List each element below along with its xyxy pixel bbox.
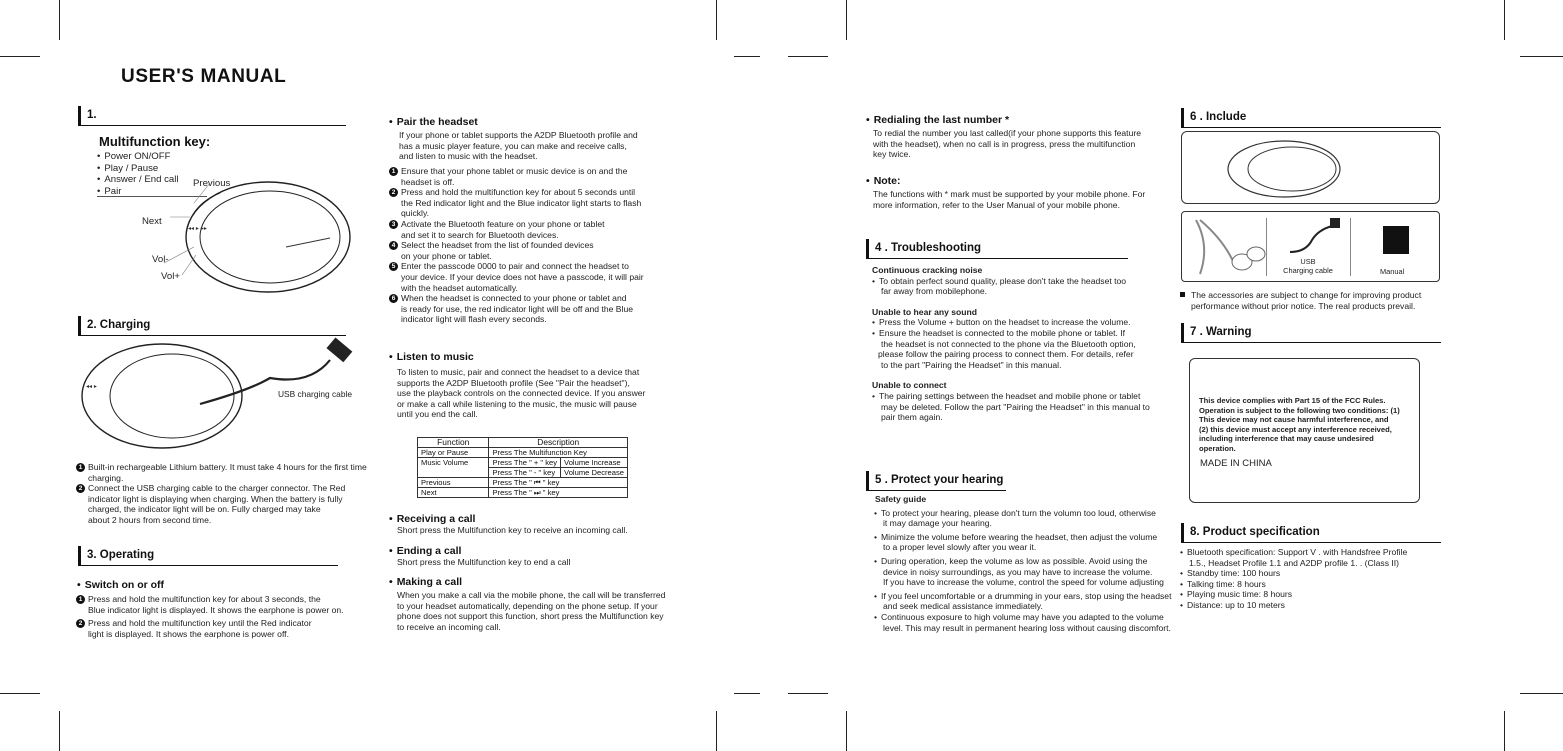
crop-mark <box>0 693 40 694</box>
label-vol-minus: Vol- <box>152 254 169 265</box>
crop-mark <box>1504 0 1505 40</box>
crop-mark <box>716 711 717 751</box>
crop-mark <box>846 0 847 40</box>
receiving-heading: • Receiving a call <box>389 513 475 525</box>
crop-mark <box>59 0 60 40</box>
svg-text:◂◂ ▸ ▸▸: ◂◂ ▸ ▸▸ <box>188 225 207 232</box>
headset-photo-box <box>1181 131 1440 204</box>
crop-mark <box>0 56 40 57</box>
troubleshooting-list: Continuous cracking noise • To obtain perfect sound quality, please don't take the headset too far away from mobilephone. Unable to hear any sound • Press the Volume + button on the headset to increase the volume. • Ensure the headset is connected to the mobile phone or tablet. If the headset is not connected to the phone via the Bluetooth option, please follow the pairing process to connect them. For details, refer to the part "Pairing the Headset" in this manual. Unable to connect • The pairing settings between the headset and mobile phone or tablet may be deleted. Follow the part "Pairing the Headset" in this manual to pair them again. <box>872 265 1150 423</box>
note-text: The functions with * mark must be supported by your mobile phone. For more information, refer to the User Manual of your mobile phone. <box>873 189 1146 210</box>
table-row: Press The " - " key Volume Decrease <box>418 468 628 478</box>
list-item: • Power ON/OFF <box>97 151 178 163</box>
redial-text: To redial the number you last called(if your phone supports this feature with the headset), when no call is in progress, press the multifunction key twice. <box>873 128 1141 160</box>
music-text: To listen to music, pair and connect the headset to a device that supports the A2DP Bluetooth profile (See "Pair the headset"), use the playback controls on the connected device. If you answer or make a call while listening to the music, the music will pause until you end the call. <box>397 367 646 420</box>
accessories-note: The accessories are subject to change for improving product performance without prior notice. The real products prevail. <box>1180 290 1421 311</box>
crop-mark <box>734 693 760 694</box>
spec-list: • Bluetooth specification: Support V . with Handsfree Profile 1.5., Headset Profile 1.1 and A2DP profile 1. . (Class II) • Standby time: 100 hours • Talking time: 8 hours • Playing music time: 8 hours • Distance: up to 10 meters <box>1180 547 1407 611</box>
earphones-photo <box>1190 216 1266 278</box>
ending-text: Short press the Multifunction key to end a call <box>397 557 571 567</box>
crop-mark <box>734 56 760 57</box>
section-8-header: 8. Product specification <box>1181 523 1441 543</box>
section-7-header: 7 . Warning <box>1181 323 1441 343</box>
note-heading: • Note: <box>866 175 901 187</box>
headset-illustration <box>150 175 350 295</box>
crop-mark <box>716 0 717 40</box>
crop-mark <box>59 711 60 751</box>
list-item: • Play / Pause <box>97 163 178 175</box>
manual-photo <box>1383 226 1409 254</box>
table-row: Previous Press The " ⏮ " key <box>418 478 628 488</box>
section-6-header: 6 . Include <box>1181 108 1441 128</box>
ending-heading: • Ending a call <box>389 545 461 557</box>
crop-mark <box>1520 56 1563 57</box>
list-item: • Pair <box>97 186 178 198</box>
crop-mark <box>846 711 847 751</box>
crop-mark <box>788 56 828 57</box>
pair-heading: • Pair the headset <box>389 116 478 128</box>
label-next: Next <box>142 216 162 227</box>
section-2-header: 2. Charging <box>78 316 346 336</box>
charging-steps: 1 Built-in rechargeable Lithium battery. It must take 4 hours for the first time charging. 2 Connect the USB charging cable to the charger connector. The Red indicator light is displaying when charging. When the battery is fully charged, the indicator light will be on. Fully charged may take about 2 hours from second time. <box>76 462 367 526</box>
divider <box>1350 218 1351 276</box>
accessories-box <box>1181 211 1440 282</box>
table-row: Play or Pause Press The Multifunction Key <box>418 448 628 458</box>
table-header: Function <box>418 438 489 448</box>
pair-intro: If your phone or tablet supports the A2DP Bluetooth profile and has a music player feature, you can make and receive calls, and listen to music with the headset. <box>399 130 638 162</box>
label-vol-plus: Vol+ <box>161 271 180 282</box>
switch-heading: • Switch on or off <box>77 579 164 591</box>
crop-mark <box>1504 711 1505 751</box>
table-row: Next Press The " ⏭ " key <box>418 488 628 498</box>
multifunction-heading: Multifunction key: <box>99 134 211 149</box>
pair-steps: 1 Ensure that your phone tablet or music device is on and the headset is off. 2 Press and hold the multifunction key for about 5 seconds until the Red indicator light and the Blue indicator light starts to flash quickly. 3 Activate the Bluetooth feature on your phone or tablet and set it to search for Bluetooth devices. 4 Select the headset from the list of founded devices on your phone or tablet. 5 Enter the passcode 0000 to pair and connect the headset to your device. If your device does not have a passcode, it will pair with the headset automatically. 6 When the headset is connected to your phone or tablet and is ready for use, the red indicator light will be off and the Blue indicator light will flash every seconds. <box>389 166 644 325</box>
usb-label: USB Charging cable <box>1283 257 1333 275</box>
label-previous: Previous <box>193 178 231 189</box>
section-1-header: 1. <box>78 106 346 126</box>
manual-label: Manual <box>1380 267 1405 276</box>
section-4-header: 4 . Troubleshooting <box>866 239 1128 259</box>
hearing-list: Safety guide • To protect your hearing, please don't turn the volumn too loud, otherwise it may damage your hearing. • Minimize the volume before wearing the headset, then adjust the volume to a proper level slowly after you wear it. • During operation, keep the volume as low as possible. Avoid using the device in noisy surroundings, as you may have to increase the volume. If you have to increase the volume, control the speed for volume adjusting • If you feel uncomfortable or a drumming in your ears, stop using the headset and seek medical assistance immediately. • Continuous exposure to high volume may have you adapted to the volume level. This may result in permanent hearing loss without causing discomfort. <box>874 494 1171 633</box>
headset-photo <box>1220 138 1340 200</box>
list-item: • Answer / End call <box>97 174 178 186</box>
manual-title: USER'S MANUAL <box>121 66 287 87</box>
usb-cable-photo <box>1286 216 1342 256</box>
crop-mark <box>1520 693 1563 694</box>
making-heading: • Making a call <box>389 576 462 588</box>
divider <box>1266 218 1267 276</box>
section-3-header: 3. Operating <box>78 546 338 566</box>
music-heading: • Listen to music <box>389 351 474 363</box>
crop-mark <box>788 693 828 694</box>
fcc-statement: This device complies with Part 15 of the FCC Rules. Operation is subject to the following two conditions: (1) This device may not cause harmful interference, and (2) this device must accept any interference received, including interference that may cause undesired operation. <box>1199 396 1400 453</box>
making-text: When you make a call via the mobile phone, the call will be transferred to your headset automatically, depending on the phone setup. If your phone does not support this function, short press the Multifunction key to receive an incoming call. <box>397 590 666 632</box>
warning-box <box>1189 358 1420 503</box>
usb-cable-label: USB charging cable <box>278 389 353 399</box>
function-table <box>417 437 628 498</box>
receiving-text: Short press the Multifunction key to receive an incoming call. <box>397 525 628 535</box>
made-in-china: MADE IN CHINA <box>1200 458 1272 469</box>
svg-text:◂◂ ▸: ◂◂ ▸ <box>86 383 97 390</box>
redial-heading: • Redialing the last number * <box>866 114 1009 126</box>
operating-steps: 1 Press and hold the multifunction key for about 3 seconds, the Blue indicator light is displayed. It shows the earphone is power on. 2 Press and hold the multifunction key until the Red indicator light is displayed. It shows the earphone is power off. <box>76 594 344 639</box>
table-header: Description <box>489 438 628 448</box>
table-header-row <box>418 438 628 448</box>
table-row: Music Volume Press The " + " key Volume Increase <box>418 458 628 468</box>
section-5-header: 5 . Protect your hearing <box>866 471 1006 491</box>
